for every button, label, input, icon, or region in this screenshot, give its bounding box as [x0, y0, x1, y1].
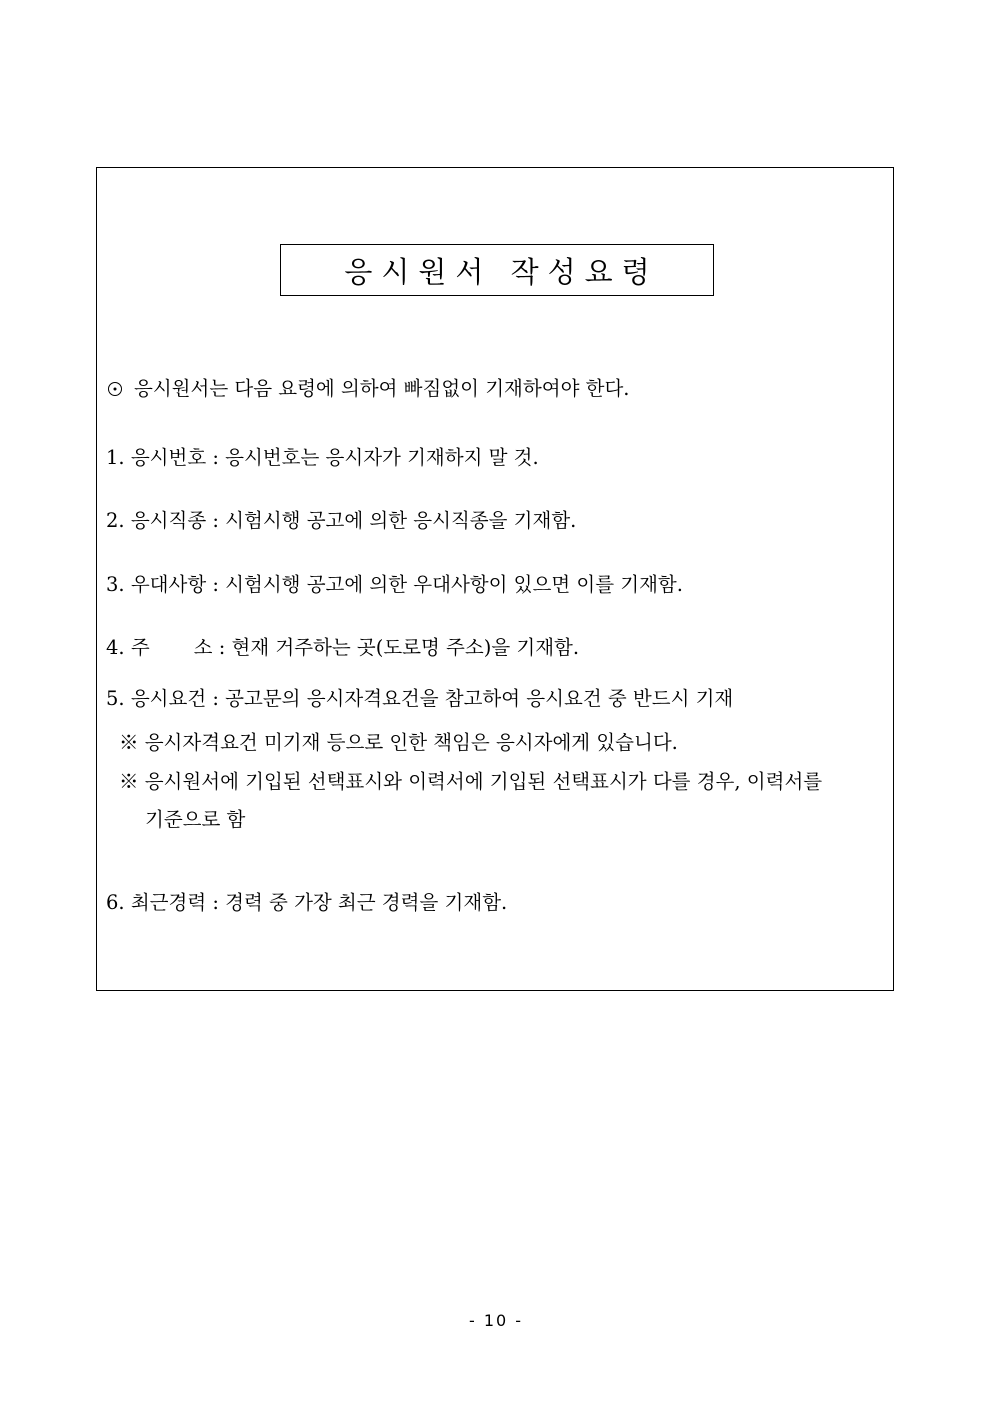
item-number: 6.: [106, 891, 125, 914]
item-number: 2.: [106, 509, 125, 532]
item-number: 1.: [106, 446, 125, 469]
item-label: 응시직종: [130, 509, 207, 532]
item-label: 응시요건: [130, 687, 207, 710]
item-separator: :: [218, 636, 226, 659]
note-continuation-text: 기준으로 함: [145, 808, 246, 831]
item-requirements: [106, 686, 733, 712]
item-number: 5.: [106, 687, 125, 710]
item-label: 우대사항: [130, 573, 207, 596]
item-applicant-number: [106, 445, 539, 471]
item-separator: :: [212, 446, 219, 469]
item-separator: :: [212, 687, 219, 710]
item-separator: :: [212, 891, 219, 914]
title-box: [280, 244, 714, 296]
item-text: 공고문의 응시자격요건을 참고하여 응시요건 중 반드시 기재: [225, 687, 734, 710]
page-number: - 10 -: [468, 1311, 524, 1330]
intro-text: 응시원서는 다음 요령에 의하여 빠짐없이 기재하여야 한다.: [134, 377, 630, 400]
note-item: [119, 730, 678, 756]
item-job-type: [106, 508, 576, 534]
item-recent-career: [106, 890, 507, 916]
circled-dot-icon: [108, 382, 122, 396]
item-text: 시험시행 공고에 의한 응시직종을 기재함.: [225, 509, 577, 532]
item-label-first: 주: [130, 636, 150, 659]
item-number: 3.: [106, 573, 125, 596]
instructions-frame: [96, 167, 894, 991]
item-text: 경력 중 가장 최근 경력을 기재함.: [225, 891, 508, 914]
note-continuation: [145, 807, 245, 833]
item-text: 응시번호는 응시자가 기재하지 말 것.: [225, 446, 539, 469]
item-separator: :: [212, 573, 219, 596]
item-label-second: 소: [193, 636, 213, 659]
reference-mark-icon: ※: [119, 731, 139, 754]
item-text: 현재 거주하는 곳(도로명 주소)을 기재함.: [231, 636, 580, 659]
item-address: [106, 635, 579, 661]
note-text: 응시원서에 기입된 선택표시와 이력서에 기입된 선택표시가 다를 경우, 이력서를: [144, 770, 823, 793]
item-number: 4.: [106, 636, 125, 659]
item-label: 최근경력: [130, 891, 207, 914]
item-label: 응시번호: [130, 446, 207, 469]
note-item: [119, 769, 822, 795]
page-title: 응시원서 작성요령: [344, 254, 659, 289]
item-text: 시험시행 공고에 의한 우대사항이 있으면 이를 기재함.: [225, 573, 683, 596]
note-text: 응시자격요건 미기재 등으로 인한 책임은 응시자에게 있습니다.: [144, 731, 678, 754]
item-separator: :: [212, 509, 219, 532]
reference-mark-icon: ※: [119, 770, 139, 793]
intro-line: [108, 376, 629, 402]
item-preference: [106, 572, 683, 598]
